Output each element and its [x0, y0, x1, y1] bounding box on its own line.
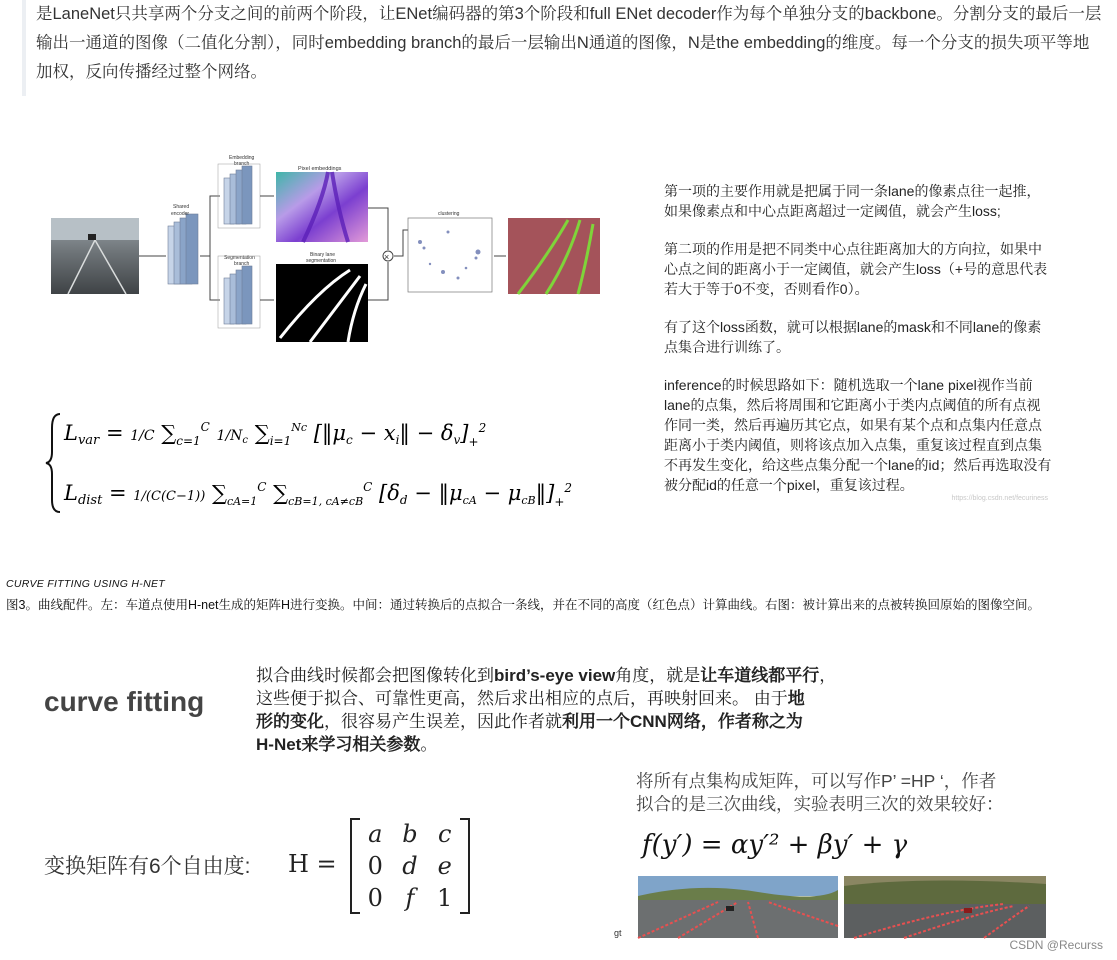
matrix-cell: a	[368, 820, 383, 848]
svg-text:branch: branch	[234, 161, 250, 167]
binary-seg-label: Binary lane	[310, 252, 336, 258]
curve-fitting-title: curve fitting	[44, 686, 205, 717]
gt-label: gt	[614, 928, 622, 938]
input-road-image	[51, 218, 139, 294]
matrix-table	[358, 818, 462, 914]
caption-text: 图3。曲线配件。左：车道点使用H-net生成的矩阵H进行变换。中间：通过转换后的点拟合一条线，并在不同的高度（红色点）计算曲线。右图：被计算出来的点被转换回原始的图像空间。	[6, 598, 1041, 612]
intro-text: 是LaneNet只共享两个分支之间的前两个阶段，让ENet编码器的第3个阶段和full ENet decoder作为每个单独分支的backbone。分割分支的最后一层输出一通道的图像（二值化分割），同时embedding branch的最后一层输出N通道的图像，N是the embedding的维度。每一个分支的损失项平等地加权，反向传播经过整个网络。	[36, 5, 1102, 81]
matrix-cell: d	[402, 852, 418, 880]
watermark: https://blog.csdn.net/fecuriness	[951, 495, 1048, 502]
pixel-embeddings-label: Pixel embeddings	[298, 166, 342, 172]
fit-note: 将所有点集构成矩阵，可以写作P’ =HP ‘，作者 拟合的是三次曲线，实验表明三次的效果较好：	[636, 771, 1004, 814]
explanation-p2: 第二项的作用是把不同类中心点往距离加大的方向拉，如果中心点之间的距离小于一定阈值，就会产生loss（+号的意思代表若大于等于0不变，否则看作0）。	[664, 241, 1048, 297]
formula-lvar: Lvar = 1/C $\sum_{c=1}^C$ 1/Nc $\sum_{i=1}^{Nc}$ [‖μc − xi‖ − $\delta v]_+^2$	[64, 420, 487, 449]
shared-encoder-label: Shared	[173, 204, 190, 210]
combine-symbol: ×	[384, 252, 390, 262]
pixel-embeddings-image	[276, 172, 368, 242]
cubic-equation: f(y′) = αy′² + βy′ + γ	[642, 830, 908, 860]
svg-text:Embedding: Embedding	[229, 155, 255, 161]
matrix-cell: 0	[367, 884, 383, 912]
svg-text:branch: branch	[234, 261, 250, 267]
svg-text:segmentation: segmentation	[306, 258, 337, 264]
matrix-cell: e	[437, 852, 452, 880]
loss-explanation	[664, 181, 1054, 509]
matrix-symbol: H =	[288, 850, 337, 878]
road-image-left	[638, 876, 838, 938]
matrix-cell: 0	[367, 852, 383, 880]
matrix-h	[350, 818, 470, 914]
svg-text:Segmentation: Segmentation	[224, 255, 255, 261]
loss-formula-svg	[44, 408, 604, 518]
svg-text:encoder: encoder	[171, 211, 190, 217]
matrix-cell: c	[437, 820, 452, 848]
formula-ldist: Ldist = 1/(C(C−1)) $\sum_{cA=1}^C$ $\sum_{cB=1, cA\ne cB}^C$ [δd − ‖μcA − $\mu cB‖]_+^2$	[64, 480, 573, 509]
shared-encoder-blocks	[168, 214, 198, 284]
explanation-p3: 有了这个loss函数，就可以根据lane的mask和不同lane的像素点集合进行训练了。	[664, 319, 1042, 355]
clustering-label: clustering	[438, 211, 460, 217]
intro-paragraph	[22, 0, 1102, 96]
csdn-credit: CSDN @Recurss	[1009, 938, 1103, 952]
clustering-plot	[408, 218, 492, 292]
road-image-right	[844, 876, 1046, 938]
segmentation-branch-blocks	[224, 266, 252, 324]
matrix-cell: f	[405, 884, 415, 912]
curve-fitting-text: 拟合曲线时候都会把图像转化到bird’s-eye view角度，就是让车道线都平行， 这些便于拟合、可靠性更高，然后求出相应的点后，再映射回来。 由于地 形的变化，很容易产生误差，因此作者就利用一个CNN网络，作者称之为 H-Net来学习相关参数。	[256, 666, 837, 754]
lanenet-diagram-svg	[48, 155, 603, 350]
binary-seg-image	[276, 264, 368, 342]
matrix-label: 变换矩阵有6个自由度:	[44, 855, 251, 878]
explanation-p1: 第一项的主要作用就是把属于同一条lane的像素点往一起推，如果像素点和中心点距离超过一定阈值，就会产生loss;	[664, 183, 1041, 219]
loss-formula	[44, 408, 604, 518]
matrix-cell: b	[402, 820, 418, 848]
caption-title: CURVE FITTING USING H-NET	[6, 578, 165, 590]
explanation-p4: inference的时候思路如下：随机选取一个lane pixel视作当前lane的点集，然后将周围和它距离小于类内点阈值的所有点视作同一类，然后再遍历其它点，如果有某个点和点集内任意点距离小于类内阈值，则将该点加入点集，重复该过程直到点集不再发生变化，给这些点集分配一个lane的id；然后再选取没有被分配id的任意一个pixel，重复该过程。	[664, 377, 1052, 493]
embedding-branch-blocks	[224, 166, 252, 224]
lanenet-diagram	[48, 155, 603, 350]
matrix-cell: 1	[437, 884, 453, 912]
